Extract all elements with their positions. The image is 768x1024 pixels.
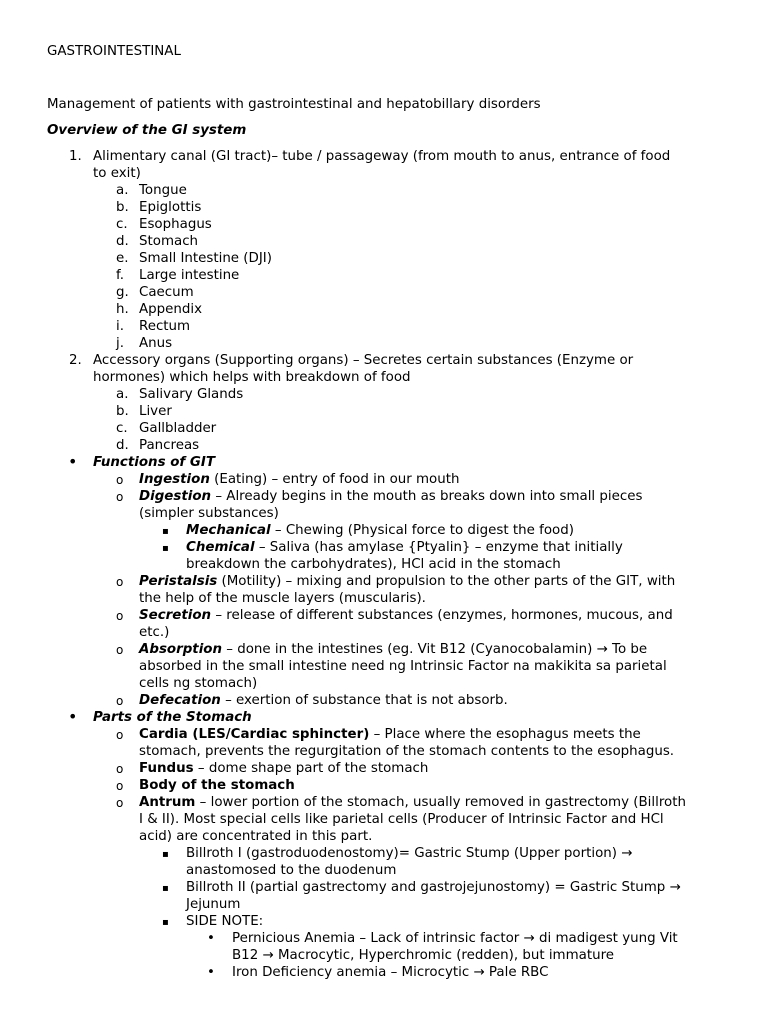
description: Iron Deficiency anemia – Microcytic → Pale RBC — [232, 965, 549, 980]
list-item — [0, 421, 768, 438]
list-item-continuation — [0, 863, 768, 880]
function-peristalsis — [0, 574, 768, 591]
list-text: Appendix — [139, 302, 203, 317]
description: Pernicious Anemia – Lack of intrinsic factor → di madigest yung Vit — [232, 931, 678, 946]
document-title: GASTROINTESTINAL — [47, 44, 181, 59]
list-text: Epiglottis — [139, 200, 202, 215]
document-body — [0, 149, 768, 982]
list-item-accessory — [0, 353, 768, 370]
description: – dome shape part of the stomach — [193, 761, 429, 776]
list-item-continuation — [0, 676, 768, 693]
description: (Eating) – entry of food in our mouth — [209, 472, 460, 487]
list-text: Stomach — [139, 234, 199, 249]
description: – done in the intestines (eg. Vit B12 (Cyanocobalamin) → To be — [222, 642, 648, 657]
description: – exertion of substance that is not absorb. — [220, 693, 508, 708]
term: Chemical — [186, 540, 255, 555]
list-letter: i. — [116, 319, 124, 334]
description: breakdown the carbohydrates), HCl acid in the stomach — [186, 557, 561, 572]
description: I & II). Most special cells like parietal cells (Producer of Intrinsic Factor and HCl — [139, 812, 664, 827]
list-item-continuation — [0, 948, 768, 965]
list-letter: b. — [116, 200, 129, 215]
accessory-sublist — [0, 387, 768, 455]
antrum-side-note — [0, 914, 768, 931]
circle-bullet-icon: o — [116, 694, 124, 708]
list-item — [0, 183, 768, 200]
circle-bullet-icon: o — [116, 796, 124, 810]
list-text: Large intestine — [139, 268, 240, 283]
list-item-continuation — [0, 897, 768, 914]
functions-heading: Functions of GIT — [93, 455, 216, 470]
circle-bullet-icon: o — [116, 473, 124, 487]
list-item-continuation — [0, 557, 768, 574]
list-letter: c. — [116, 421, 128, 436]
square-bullet-icon: ▪ — [162, 543, 169, 554]
term: Mechanical — [186, 523, 271, 538]
list-item — [0, 404, 768, 421]
list-item — [0, 302, 768, 319]
list-item — [0, 251, 768, 268]
list-item — [0, 234, 768, 251]
bullet-icon: • — [68, 452, 78, 471]
list-item-continuation — [0, 591, 768, 608]
dot-bullet-icon: • — [207, 965, 215, 980]
list-text: Alimentary canal (GI tract)– tube / passageway (from mouth to anus, entrance of food — [93, 149, 671, 164]
list-item-continuation — [0, 744, 768, 761]
term: Absorption — [139, 642, 223, 657]
description: anastomosed to the duodenum — [186, 863, 397, 878]
list-item-continuation — [0, 370, 768, 387]
stomach-heading-row — [0, 707, 768, 727]
list-text: Rectum — [139, 319, 191, 334]
list-item-continuation — [0, 506, 768, 523]
digestion-chemical — [0, 540, 768, 557]
list-letter: j. — [116, 336, 124, 351]
term: Cardia (LES/Cardiac sphincter) — [139, 727, 370, 742]
list-text: Salivary Glands — [139, 387, 244, 402]
function-ingestion — [0, 472, 768, 489]
list-letter: f. — [116, 268, 124, 283]
description: – Saliva (has amylase {Ptyalin} – enzyme that initially — [254, 540, 623, 555]
stomach-body — [0, 778, 768, 795]
list-item-alimentary — [0, 149, 768, 166]
circle-bullet-icon: o — [116, 779, 124, 793]
function-secretion — [0, 608, 768, 625]
description: Billroth I (gastroduodenostomy)= Gastric Stump (Upper portion) → — [186, 846, 633, 861]
list-text: Liver — [139, 404, 172, 419]
list-text: Tongue — [139, 183, 187, 198]
side-note-iron — [0, 965, 768, 982]
alimentary-sublist — [0, 183, 768, 353]
term: Secretion — [139, 608, 212, 623]
list-text: hormones) which helps with breakdown of food — [93, 370, 411, 385]
list-text: Gallbladder — [139, 421, 217, 436]
square-bullet-icon: ▪ — [162, 883, 169, 894]
list-item — [0, 268, 768, 285]
list-number: 2. — [69, 353, 82, 368]
square-bullet-icon: ▪ — [162, 917, 169, 928]
description: – Already begins in the mouth as breaks down into small pieces — [211, 489, 643, 504]
list-text: Caecum — [139, 285, 194, 300]
list-item — [0, 387, 768, 404]
list-item — [0, 285, 768, 302]
list-letter: d. — [116, 438, 129, 453]
description: acid) are concentrated in this part. — [139, 829, 373, 844]
term: Body of the stomach — [139, 778, 295, 793]
list-letter: g. — [116, 285, 129, 300]
function-absorption — [0, 642, 768, 659]
description: SIDE NOTE: — [186, 914, 264, 929]
description: etc.) — [139, 625, 170, 640]
circle-bullet-icon: o — [116, 643, 124, 657]
function-digestion — [0, 489, 768, 506]
circle-bullet-icon: o — [116, 762, 124, 776]
function-defecation — [0, 693, 768, 710]
list-item — [0, 438, 768, 455]
list-item — [0, 217, 768, 234]
list-text: Small Intestine (DJI) — [139, 251, 272, 266]
description: – lower portion of the stomach, usually removed in gastrectomy (Billroth — [195, 795, 686, 810]
description: – Chewing (Physical force to digest the food) — [270, 523, 574, 538]
antrum-billroth-2 — [0, 880, 768, 897]
list-letter: c. — [116, 217, 128, 232]
list-item-continuation — [0, 659, 768, 676]
term: Fundus — [139, 761, 194, 776]
side-note-pernicious — [0, 931, 768, 948]
description: (Motility) – mixing and propulsion to the other parts of the GIT, with — [217, 574, 676, 589]
list-item — [0, 200, 768, 217]
circle-bullet-icon: o — [116, 609, 124, 623]
functions-heading-row — [0, 452, 768, 472]
description: cells ng stomach) — [139, 676, 258, 691]
list-letter: d. — [116, 234, 129, 249]
list-item-continuation — [0, 829, 768, 846]
list-item — [0, 319, 768, 336]
document-subtitle: Management of patients with gastrointestinal and hepatobillary disorders — [47, 97, 541, 112]
digestion-mechanical — [0, 523, 768, 540]
list-text: Pancreas — [139, 438, 200, 453]
description: absorbed in the small intestine need ng Intrinsic Factor na makikita sa parietal — [139, 659, 667, 674]
description: Billroth II (partial gastrectomy and gastrojejunostomy) = Gastric Stump → — [186, 880, 681, 895]
list-text: to exit) — [93, 166, 141, 181]
stomach-heading: Parts of the Stomach — [93, 710, 252, 725]
square-bullet-icon: ▪ — [162, 526, 169, 537]
dot-bullet-icon: • — [207, 931, 215, 946]
square-bullet-icon: ▪ — [162, 849, 169, 860]
antrum-billroth-1 — [0, 846, 768, 863]
bullet-icon: • — [68, 707, 78, 726]
list-letter: h. — [116, 302, 129, 317]
description: – Place where the esophagus meets the — [369, 727, 641, 742]
list-letter: e. — [116, 251, 129, 266]
list-text: Anus — [139, 336, 173, 351]
list-letter: a. — [116, 183, 129, 198]
term: Digestion — [139, 489, 212, 504]
circle-bullet-icon: o — [116, 575, 124, 589]
term: Antrum — [139, 795, 196, 810]
stomach-antrum — [0, 795, 768, 812]
description: B12 → Macrocytic, Hyperchromic (redden), but immature — [232, 948, 615, 963]
description: stomach, prevents the regurgitation of the stomach contents to the esophagus. — [139, 744, 675, 759]
circle-bullet-icon: o — [116, 728, 124, 742]
description: the help of the muscle layers (muscularis). — [139, 591, 426, 606]
list-text: Esophagus — [139, 217, 212, 232]
description: (simpler substances) — [139, 506, 279, 521]
stomach-fundus — [0, 761, 768, 778]
overview-heading: Overview of the GI system — [47, 123, 247, 138]
list-item — [0, 336, 768, 353]
list-item-continuation — [0, 625, 768, 642]
list-text: Accessory organs (Supporting organs) – Secretes certain substances (Enzyme or — [93, 353, 634, 368]
list-item-continuation — [0, 166, 768, 183]
stomach-cardia — [0, 727, 768, 744]
circle-bullet-icon: o — [116, 490, 124, 504]
list-item-continuation — [0, 812, 768, 829]
list-letter: a. — [116, 387, 129, 402]
term: Peristalsis — [139, 574, 218, 589]
term: Defecation — [139, 693, 221, 708]
description: – release of different substances (enzymes, hormones, mucous, and — [211, 608, 673, 623]
list-number: 1. — [69, 149, 82, 164]
list-letter: b. — [116, 404, 129, 419]
term: Ingestion — [139, 472, 210, 487]
description: Jejunum — [186, 897, 241, 912]
